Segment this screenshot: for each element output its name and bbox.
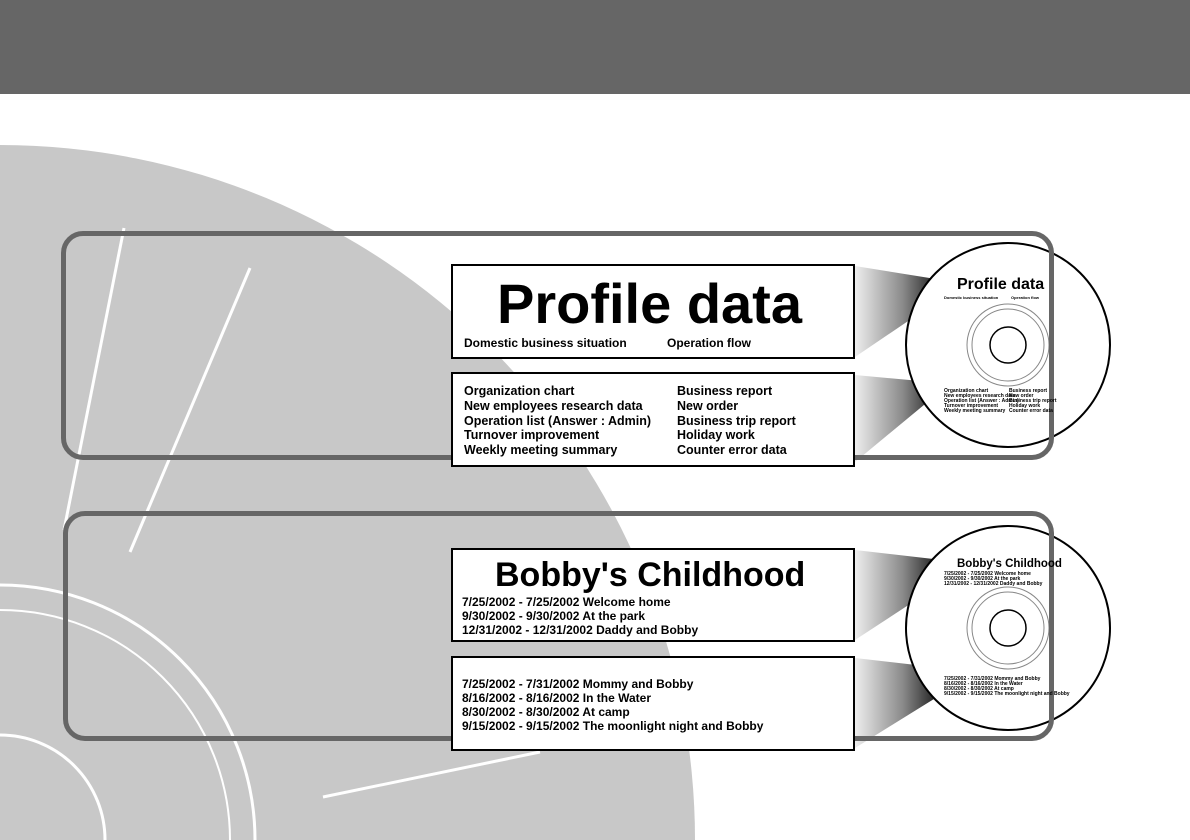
- disc-bobby-title: Bobby's Childhood: [957, 558, 1062, 570]
- disc-profile-left-item: New employees research data: [944, 393, 1016, 399]
- profile-left-item: Turnover improvement: [464, 428, 600, 442]
- disc-profile-right-item: Business report: [1009, 388, 1048, 394]
- disc-bobby-bottom-item: 9/15/2002 - 9/15/2002 The moonlight night and Bobby: [944, 691, 1070, 697]
- disc-profile-right-item: Holiday work: [1009, 403, 1041, 409]
- profile-top-item: Domestic business situation: [464, 336, 627, 350]
- profile-title: Profile data: [497, 272, 802, 335]
- profile-label-top: [451, 264, 855, 359]
- profile-right-item: Counter error data: [677, 443, 787, 457]
- bobby-top-item: 7/25/2002 - 7/25/2002 Welcome home: [462, 595, 671, 609]
- bobby-label-bottom: [451, 656, 855, 751]
- disc-bobby-top-item: 7/25/2002 - 7/25/2002 Welcome home: [944, 571, 1031, 577]
- disc-bobby-bottom-item: 7/25/2002 - 7/31/2002 Mommy and Bobby: [944, 676, 1041, 682]
- profile-label-bottom: [451, 372, 855, 467]
- bobby-top-item: 9/30/2002 - 9/30/2002 At the park: [462, 609, 645, 623]
- disc-profile-top-item: Domestic business situation: [944, 295, 999, 300]
- disc-profile-left-item: Weekly meeting summary: [944, 408, 1006, 414]
- disc-profile-left-item: Operation list (Answer : Admin): [944, 398, 1019, 404]
- bobby-bottom-item: 8/30/2002 - 8/30/2002 At camp: [462, 705, 630, 719]
- disc-bobby-top-item: 9/30/2002 - 9/30/2002 At the park: [944, 576, 1021, 582]
- bobby-bottom-item: 7/25/2002 - 7/31/2002 Mommy and Bobby: [462, 677, 694, 691]
- disc-profile-left-item: Turnover improvement: [944, 403, 999, 409]
- disc-profile-right-item: Counter error data: [1009, 408, 1053, 414]
- profile-right-item: Business trip report: [677, 414, 796, 428]
- profile-right-item: Holiday work: [677, 428, 755, 442]
- profile-left-item: Operation list (Answer : Admin): [464, 414, 652, 428]
- bobby-bottom-item: 9/15/2002 - 9/15/2002 The moonlight night and Bobby: [462, 719, 764, 733]
- disc-profile-right-item: New order: [1009, 393, 1034, 399]
- profile-top-item: Operation flow: [667, 336, 751, 350]
- disc-profile-title: Profile data: [957, 276, 1045, 293]
- bobby-title: Bobby's Childhood: [495, 556, 806, 594]
- bobby-bottom-item: 8/16/2002 - 8/16/2002 In the Water: [462, 691, 651, 705]
- disc-bobby-top-item: 12/31/2002 - 12/31/2002 Daddy and Bobby: [944, 581, 1043, 587]
- disc-profile-top-item: Operation flow: [1011, 295, 1039, 300]
- disc-bobby-bottom-item: 8/16/2002 - 8/16/2002 In the Water: [944, 681, 1023, 687]
- profile-left-item: Weekly meeting summary: [464, 443, 618, 457]
- disc-profile-left-item: Organization chart: [944, 388, 989, 394]
- bobby-label-top: [451, 548, 855, 642]
- disc-bobby-bottom-item: 8/30/2002 - 8/30/2002 At camp: [944, 686, 1014, 692]
- bobby-top-item: 12/31/2002 - 12/31/2002 Daddy and Bobby: [462, 623, 699, 637]
- profile-left-item: Organization chart: [464, 384, 575, 398]
- profile-left-item: New employees research data: [464, 399, 643, 413]
- disc-profile-right-item: Business trip report: [1009, 398, 1057, 404]
- profile-right-item: New order: [677, 399, 739, 413]
- profile-right-item: Business report: [677, 384, 773, 398]
